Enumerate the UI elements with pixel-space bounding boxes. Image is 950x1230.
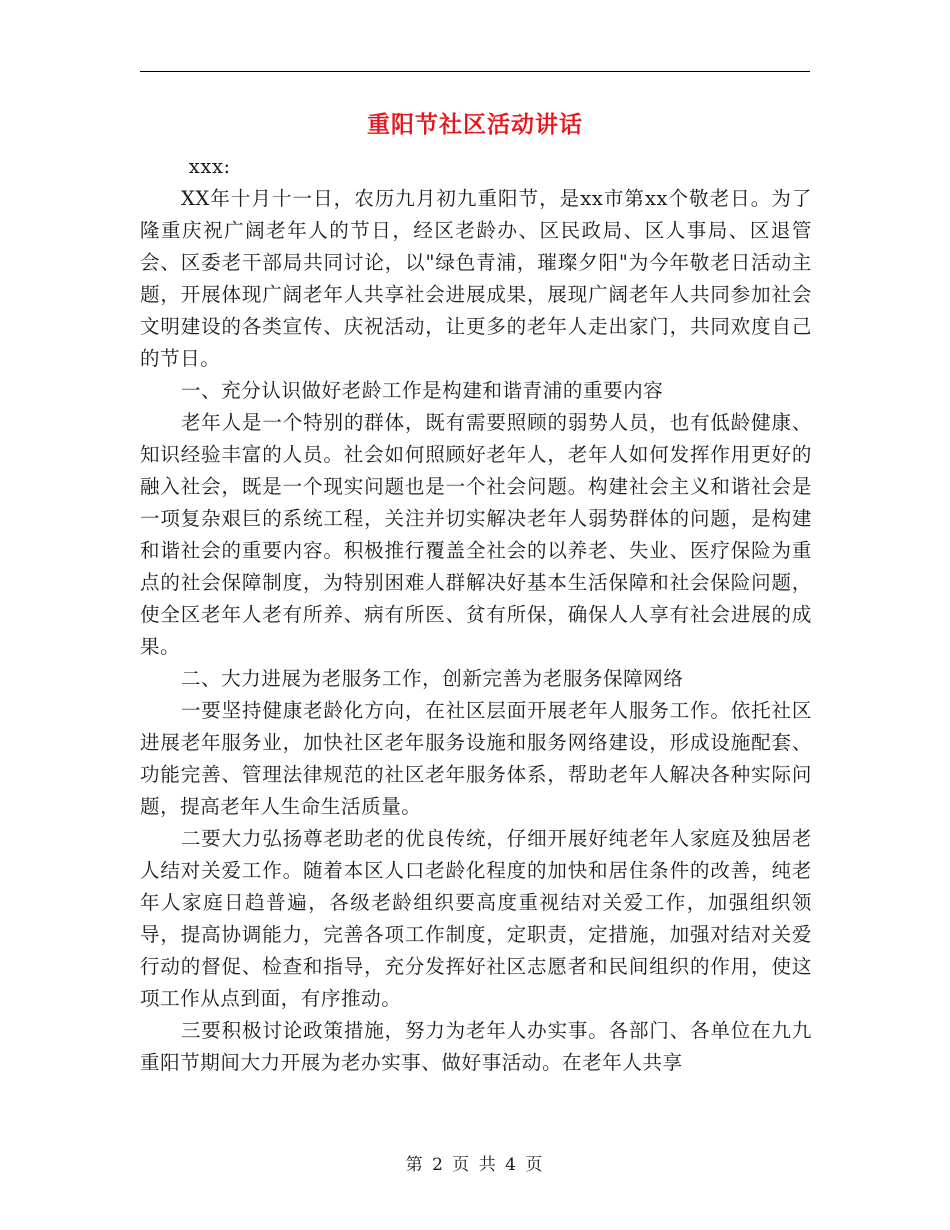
paragraph-item-3: 三要积极讨论政策措施，努力为老年人办实事。各部门、各单位在九九重阳节期间大力开展为老办实事、做好事活动。在老年人共享 — [140, 1019, 812, 1074]
page-number: 第 2 页 共 4 页 — [405, 1155, 545, 1175]
paragraph-item-2: 二要大力弘扬尊老助老的优良传统，仔细开展好纯老年人家庭及独居老人结对关爱工作。随着本区人口老龄化程度的加快和居住条件的改善，纯老年人家庭日趋普遍，各级老龄组织要高度重视结对关爱工作，加强组织领导，提高协调能力，完善各项工作制度，定职责，定措施，加强对结对关爱行动的督促、检查和指导，充分发挥好社区志愿者和民间组织的作用，使这项工作从点到面，有序推动。 — [140, 827, 812, 1010]
header-rule — [140, 71, 810, 72]
section-heading-2: 二、大力进展为老服务工作，创新完善为老服务保障网络 — [180, 667, 684, 690]
document-title: 重阳节社区活动讲话 — [367, 112, 583, 138]
salutation: xxx: — [188, 155, 231, 178]
document-body — [140, 151, 812, 1079]
paragraph-intro: XX年十月十一日，农历九月初九重阳节，是xx市第xx个敬老日。为了隆重庆祝广阔老年人的节日，经区老龄办、区民政局、区人事局、区退管会、区委老干部局共同讨论，以"绿色青浦，璀璨夕阳"为今年敬老日活动主题，开展体现广阔老年人共享社会进展成果，展现广阔老年人共同参加社会文明建设的各类宣传、庆祝活动，让更多的老年人走出家门，共同欢度自己的节日。 — [140, 187, 812, 370]
paragraph-item-1: 一要坚持健康老龄化方向，在社区层面开展老年人服务工作。依托社区进展老年服务业，加快社区老年服务设施和服务网络建设，形成设施配套、功能完善、管理法律规范的社区老年服务体系，帮助老年人解决各种实际问题，提高老年人生命生活质量。 — [140, 699, 812, 818]
paragraph-section-1: 老年人是一个特别的群体，既有需要照顾的弱势人员，也有低龄健康、知识经验丰富的人员。社会如何照顾好老年人，老年人如何发挥作用更好的融入社会，既是一个现实问题也是一个社会问题。构建社会主义和谐社会是一项复杂艰巨的系统工程，关注并切实解决老年人弱势群体的问题，是构建和谐社会的重要内容。积极推行覆盖全社会的以养老、失业、医疗保险为重点的社会保障制度，为特别困难人群解决好基本生活保障和社会保险问题，使全区老年人老有所养、病有所医、贫有所保，确保人人享有社会进展的成果。 — [140, 411, 812, 658]
section-heading-1: 一、充分认识做好老龄工作是构建和谐青浦的重要内容 — [180, 379, 664, 402]
